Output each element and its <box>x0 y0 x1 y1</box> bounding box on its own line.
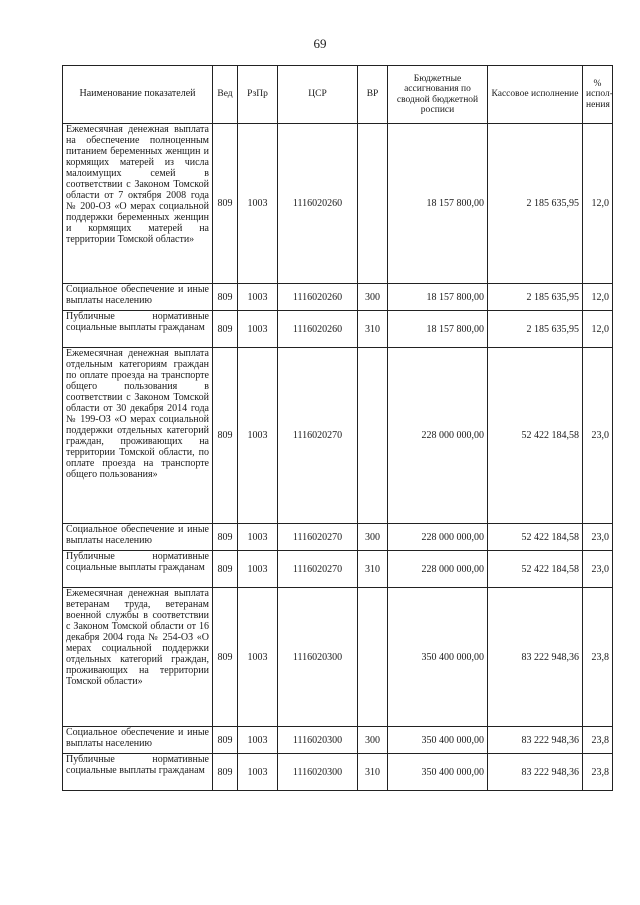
row-ved: 809 <box>213 124 238 284</box>
row-vr: 300 <box>358 284 388 311</box>
row-rzpr: 1003 <box>238 727 278 754</box>
row-budget: 350 400 000,00 <box>388 727 488 754</box>
header-budget: Бюджетные ассигнования по сводной бюджетной росписи <box>388 66 488 124</box>
row-budget: 350 400 000,00 <box>388 588 488 727</box>
row-rzpr: 1003 <box>238 524 278 551</box>
row-vr: 310 <box>358 754 388 791</box>
header-pct: % испол-нения <box>583 66 613 124</box>
row-csr: 1116020270 <box>278 524 358 551</box>
header-csr: ЦСР <box>278 66 358 124</box>
row-csr: 1116020260 <box>278 124 358 284</box>
row-rzpr: 1003 <box>238 551 278 588</box>
row-budget: 18 157 800,00 <box>388 124 488 284</box>
row-vr: 310 <box>358 551 388 588</box>
row-rzpr: 1003 <box>238 284 278 311</box>
row-pct: 23,0 <box>583 551 613 588</box>
table-row <box>63 348 613 524</box>
row-pct: 23,0 <box>583 524 613 551</box>
row-pct: 23,0 <box>583 348 613 524</box>
row-pct: 23,8 <box>583 754 613 791</box>
row-budget: 228 000 000,00 <box>388 348 488 524</box>
row-ved: 809 <box>213 311 238 348</box>
row-cash: 2 185 635,95 <box>488 124 583 284</box>
row-cash: 52 422 184,58 <box>488 551 583 588</box>
row-budget: 228 000 000,00 <box>388 551 488 588</box>
row-csr: 1116020270 <box>278 551 358 588</box>
row-rzpr: 1003 <box>238 348 278 524</box>
row-name: Публичные нормативные социальные выплаты гражданам <box>63 311 213 348</box>
row-vr <box>358 348 388 524</box>
row-vr: 300 <box>358 727 388 754</box>
row-name: Ежемесячная денежная выплата отдельным категориям граждан по оплате проезда на транспорте общего пользования в соответствии с Законом Томской области от 30 декабря 2014 года № 199-ОЗ «О мерах социальной поддержки отдельных категорий граждан, проживающих на территории Томской области, по оплате проезда на транспорте общего пользования» <box>63 348 213 524</box>
budget-execution-table <box>62 65 613 791</box>
header-ved: Вед <box>213 66 238 124</box>
table-row <box>63 311 613 348</box>
row-vr <box>358 124 388 284</box>
row-csr: 1116020300 <box>278 727 358 754</box>
row-ved: 809 <box>213 284 238 311</box>
row-csr: 1116020260 <box>278 284 358 311</box>
row-ved: 809 <box>213 551 238 588</box>
row-csr: 1116020260 <box>278 311 358 348</box>
row-ved: 809 <box>213 754 238 791</box>
table-row <box>63 754 613 791</box>
row-vr: 310 <box>358 311 388 348</box>
row-vr <box>358 588 388 727</box>
table-row <box>63 284 613 311</box>
table-row <box>63 124 613 284</box>
row-ved: 809 <box>213 348 238 524</box>
header-vr: ВР <box>358 66 388 124</box>
row-pct: 23,8 <box>583 727 613 754</box>
row-pct: 12,0 <box>583 284 613 311</box>
row-name: Ежемесячная денежная выплата на обеспечение полноценным питанием беременных женщин и кормящих матерей из числа малоимущих семей в соответствии с Законом Томской области от 7 октября 2008 года № 200-ОЗ «О мерах социальной поддержки беременных женщин и кормящих матерей на территории Томской области» <box>63 124 213 284</box>
row-cash: 52 422 184,58 <box>488 348 583 524</box>
row-cash: 83 222 948,36 <box>488 588 583 727</box>
table-row <box>63 551 613 588</box>
row-rzpr: 1003 <box>238 754 278 791</box>
row-pct: 23,8 <box>583 588 613 727</box>
row-csr: 1116020300 <box>278 754 358 791</box>
row-pct: 12,0 <box>583 311 613 348</box>
row-name: Социальное обеспечение и иные выплаты населению <box>63 727 213 754</box>
row-name: Публичные нормативные социальные выплаты гражданам <box>63 551 213 588</box>
table-header-row <box>63 66 613 124</box>
row-name: Социальное обеспечение и иные выплаты населению <box>63 524 213 551</box>
header-name: Наименование показателей <box>63 66 213 124</box>
row-pct: 12,0 <box>583 124 613 284</box>
row-budget: 18 157 800,00 <box>388 311 488 348</box>
row-name: Социальное обеспечение и иные выплаты населению <box>63 284 213 311</box>
row-cash: 2 185 635,95 <box>488 284 583 311</box>
page-number: 69 <box>313 36 327 51</box>
row-csr: 1116020270 <box>278 348 358 524</box>
row-cash: 2 185 635,95 <box>488 311 583 348</box>
row-budget: 350 400 000,00 <box>388 754 488 791</box>
row-cash: 52 422 184,58 <box>488 524 583 551</box>
row-budget: 18 157 800,00 <box>388 284 488 311</box>
header-cash: Кассовое исполнение <box>488 66 583 124</box>
row-ved: 809 <box>213 727 238 754</box>
header-rzpr: РзПр <box>238 66 278 124</box>
row-rzpr: 1003 <box>238 311 278 348</box>
row-vr: 300 <box>358 524 388 551</box>
row-ved: 809 <box>213 524 238 551</box>
row-cash: 83 222 948,36 <box>488 727 583 754</box>
row-rzpr: 1003 <box>238 588 278 727</box>
row-ved: 809 <box>213 588 238 727</box>
row-cash: 83 222 948,36 <box>488 754 583 791</box>
row-name: Ежемесячная денежная выплата ветеранам труда, ветеранам военной службы в соответствии с Законом Томской области от 16 декабря 2004 года № 254-ОЗ «О мерах социальной поддержки отдельных категорий граждан, проживающих на территории Томской области» <box>63 588 213 727</box>
row-name: Публичные нормативные социальные выплаты гражданам <box>63 754 213 791</box>
table-row <box>63 588 613 727</box>
table-row <box>63 727 613 754</box>
table-row <box>63 524 613 551</box>
row-csr: 1116020300 <box>278 588 358 727</box>
row-rzpr: 1003 <box>238 124 278 284</box>
row-budget: 228 000 000,00 <box>388 524 488 551</box>
